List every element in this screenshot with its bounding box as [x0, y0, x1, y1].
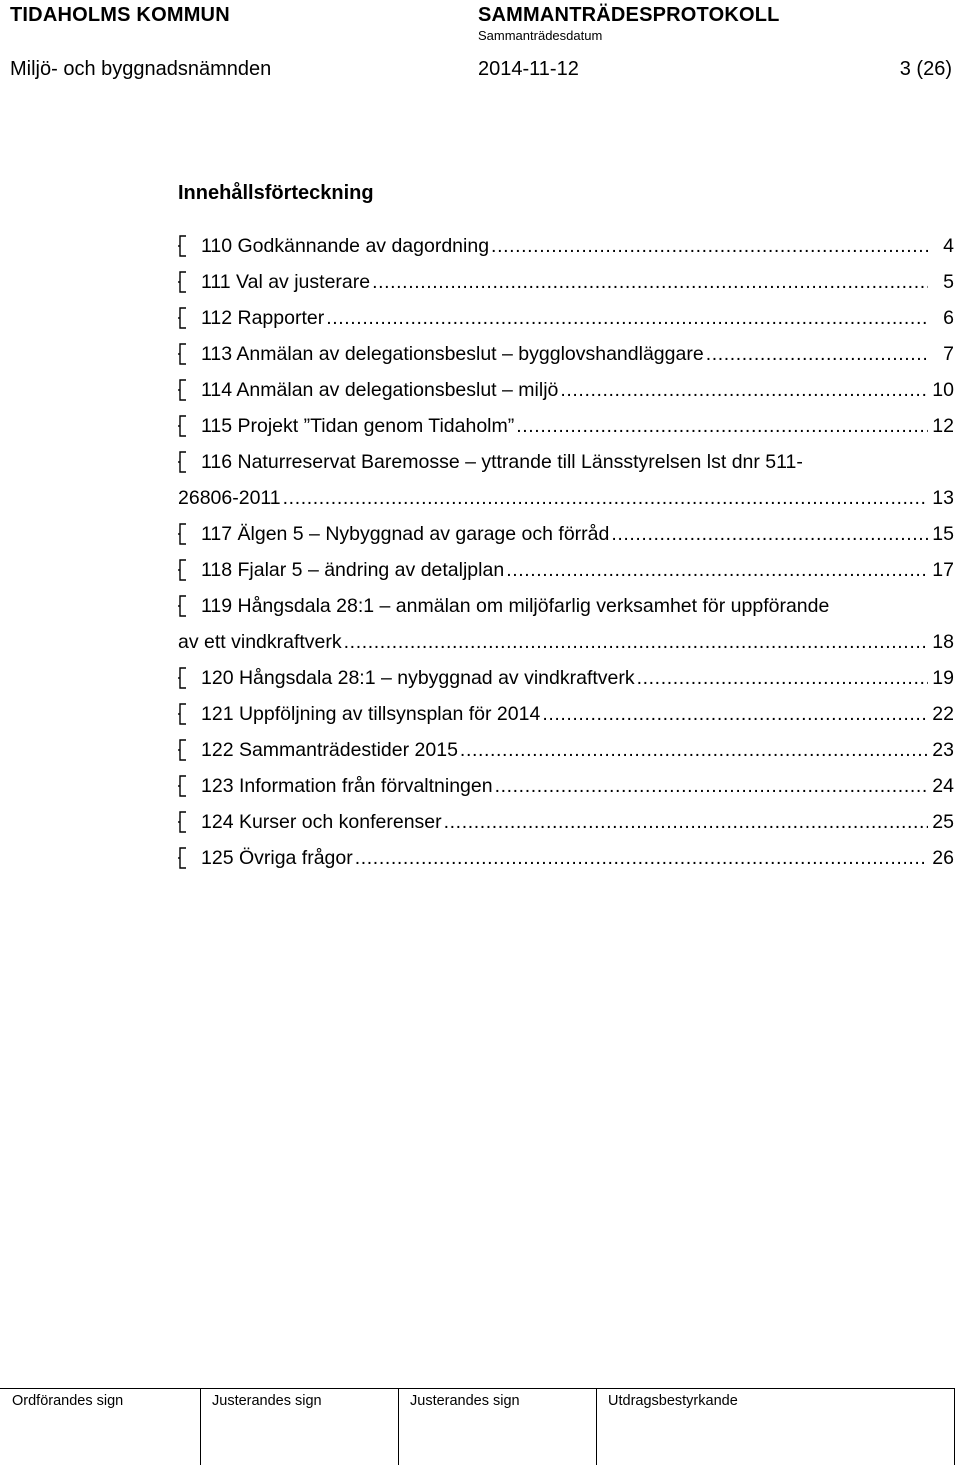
toc-entry[interactable] [178, 552, 954, 588]
toc-entry[interactable] [178, 696, 954, 732]
toc-line [178, 840, 954, 876]
toc-entry-page: 19 [932, 667, 954, 689]
toc-entry-title: 117 Älgen 5 – Nybyggnad av garage och förråd [201, 523, 610, 545]
dot-leader [706, 336, 928, 372]
certified-cell [596, 1389, 955, 1465]
toc-entry-title: 26806-2011 [178, 487, 281, 509]
organization-name: TIDAHOLMS KOMMUN [10, 4, 230, 26]
toc-line [178, 408, 954, 444]
toc-entry-page: 23 [932, 739, 954, 761]
dot-leader [372, 264, 928, 300]
toc-line [178, 336, 954, 372]
toc-entry-title: 124 Kurser och konferenser [201, 811, 442, 833]
toc-entry-page: 22 [932, 703, 954, 725]
toc-entry-title: 122 Sammanträdestider 2015 [201, 739, 458, 761]
dot-leader [283, 480, 928, 516]
toc-entry-title: 115 Projekt ”Tidan genom Tidaholm” [201, 415, 515, 437]
toc-entry-page: 13 [932, 487, 954, 509]
field-bracket-icon [178, 341, 188, 367]
dot-leader [611, 516, 928, 552]
toc-entry[interactable] [178, 372, 954, 408]
table-of-contents [178, 228, 954, 876]
dot-leader [560, 372, 928, 408]
meeting-date: 2014-11-12 [478, 58, 579, 80]
toc-entry[interactable] [178, 516, 954, 552]
toc-entry-title: 113 Anmälan av delegationsbeslut – bygglovshandläggare [201, 343, 704, 365]
toc-entry[interactable] [178, 264, 954, 300]
certified-label: Utdragsbestyrkande [608, 1393, 738, 1409]
dot-leader [495, 768, 928, 804]
toc-line [178, 372, 954, 408]
toc-line [178, 696, 954, 732]
dot-leader [460, 732, 928, 768]
toc-entry-title: 120 Hångsdala 28:1 – nybyggnad av vindkraftverk [201, 667, 635, 689]
field-bracket-icon [178, 557, 188, 583]
field-bracket-icon [178, 701, 188, 727]
toc-line [178, 732, 954, 768]
toc-line [178, 552, 954, 588]
dot-leader [355, 840, 928, 876]
toc-entry[interactable] [178, 804, 954, 840]
toc-entry-title: 119 Hångsdala 28:1 – anmälan om miljöfarlig verksamhet för uppförande [201, 595, 830, 617]
adjuster-1-sign-label: Justerandes sign [212, 1393, 322, 1409]
field-bracket-icon [178, 593, 188, 619]
toc-line [178, 300, 954, 336]
toc-line [178, 444, 954, 480]
field-bracket-icon [178, 269, 188, 295]
toc-entry-title: 114 Anmälan av delegationsbeslut – miljö [201, 379, 559, 401]
field-bracket-icon [178, 233, 188, 259]
field-bracket-icon [178, 521, 188, 547]
toc-entry-page: 24 [932, 775, 954, 797]
toc-entry[interactable] [178, 732, 954, 768]
toc-entry-title: 110 Godkännande av dagordning [201, 235, 490, 257]
toc-entry[interactable] [178, 408, 954, 444]
dot-leader [637, 660, 928, 696]
toc-line [178, 516, 954, 552]
toc-entry-page: 4 [943, 235, 954, 257]
toc-entry-page: 12 [932, 415, 954, 437]
toc-entry-page: 17 [932, 559, 954, 581]
toc-entry[interactable] [178, 840, 954, 876]
dot-leader [506, 552, 928, 588]
field-bracket-icon [178, 845, 188, 871]
dot-leader [516, 408, 928, 444]
cell-divider [954, 1389, 955, 1465]
dot-leader [491, 228, 928, 264]
date-caption: Sammanträdesdatum [478, 28, 603, 43]
toc-entry-title: 123 Information från förvaltningen [201, 775, 493, 797]
toc-line [178, 768, 954, 804]
toc-entry-page: 15 [932, 523, 954, 545]
toc-entry[interactable] [178, 336, 954, 372]
field-bracket-icon [178, 809, 188, 835]
dot-leader [326, 300, 928, 336]
page-number: 3 (26) [899, 58, 952, 80]
field-bracket-icon [178, 449, 188, 475]
toc-heading: Innehållsförteckning [178, 182, 374, 204]
field-bracket-icon [178, 413, 188, 439]
toc-entry[interactable] [178, 228, 954, 264]
field-bracket-icon [178, 305, 188, 331]
dot-leader [344, 624, 928, 660]
field-bracket-icon [178, 665, 188, 691]
dot-leader [444, 804, 928, 840]
toc-entry-title: 112 Rapporter [201, 307, 325, 329]
toc-entry[interactable] [178, 444, 954, 516]
dot-leader [542, 696, 928, 732]
toc-entry-page: 25 [932, 811, 954, 833]
adjuster-1-sign-cell [200, 1389, 398, 1465]
toc-entry-page: 26 [932, 847, 954, 869]
toc-entry-title: 111 Val av justerare [201, 271, 371, 293]
toc-entry[interactable] [178, 768, 954, 804]
toc-entry-title: 125 Övriga frågor [201, 847, 353, 869]
toc-entry-title: av ett vindkraftverk [178, 631, 342, 653]
toc-line [178, 624, 954, 660]
toc-line [178, 588, 954, 624]
toc-line [178, 228, 954, 264]
toc-entry[interactable] [178, 660, 954, 696]
toc-entry-page: 6 [943, 307, 954, 329]
toc-entry-page: 18 [932, 631, 954, 653]
toc-entry-page: 10 [932, 379, 954, 401]
document-type: SAMMANTRÄDESPROTOKOLL [478, 4, 780, 26]
chair-sign-label: Ordförandes sign [12, 1393, 124, 1409]
toc-entry-title: 118 Fjalar 5 – ändring av detaljplan [201, 559, 505, 581]
toc-line [178, 804, 954, 840]
committee-name: Miljö- och byggnadsnämnden [10, 58, 272, 80]
toc-entry-page: 5 [943, 271, 954, 293]
chair-sign-cell [0, 1389, 200, 1465]
toc-line [178, 264, 954, 300]
toc-entry[interactable] [178, 300, 954, 336]
toc-entry[interactable] [178, 588, 954, 660]
field-bracket-icon [178, 773, 188, 799]
toc-line [178, 480, 954, 516]
toc-entry-page: 7 [943, 343, 954, 365]
toc-entry-title: 116 Naturreservat Baremosse – yttrande till Länsstyrelsen lst dnr 511- [201, 451, 803, 473]
adjuster-2-sign-label: Justerandes sign [410, 1393, 520, 1409]
signature-table [0, 1388, 955, 1465]
toc-entry-title: 121 Uppföljning av tillsynsplan för 2014 [201, 703, 541, 725]
adjuster-2-sign-cell [398, 1389, 596, 1465]
field-bracket-icon [178, 737, 188, 763]
field-bracket-icon [178, 377, 188, 403]
toc-line [178, 660, 954, 696]
